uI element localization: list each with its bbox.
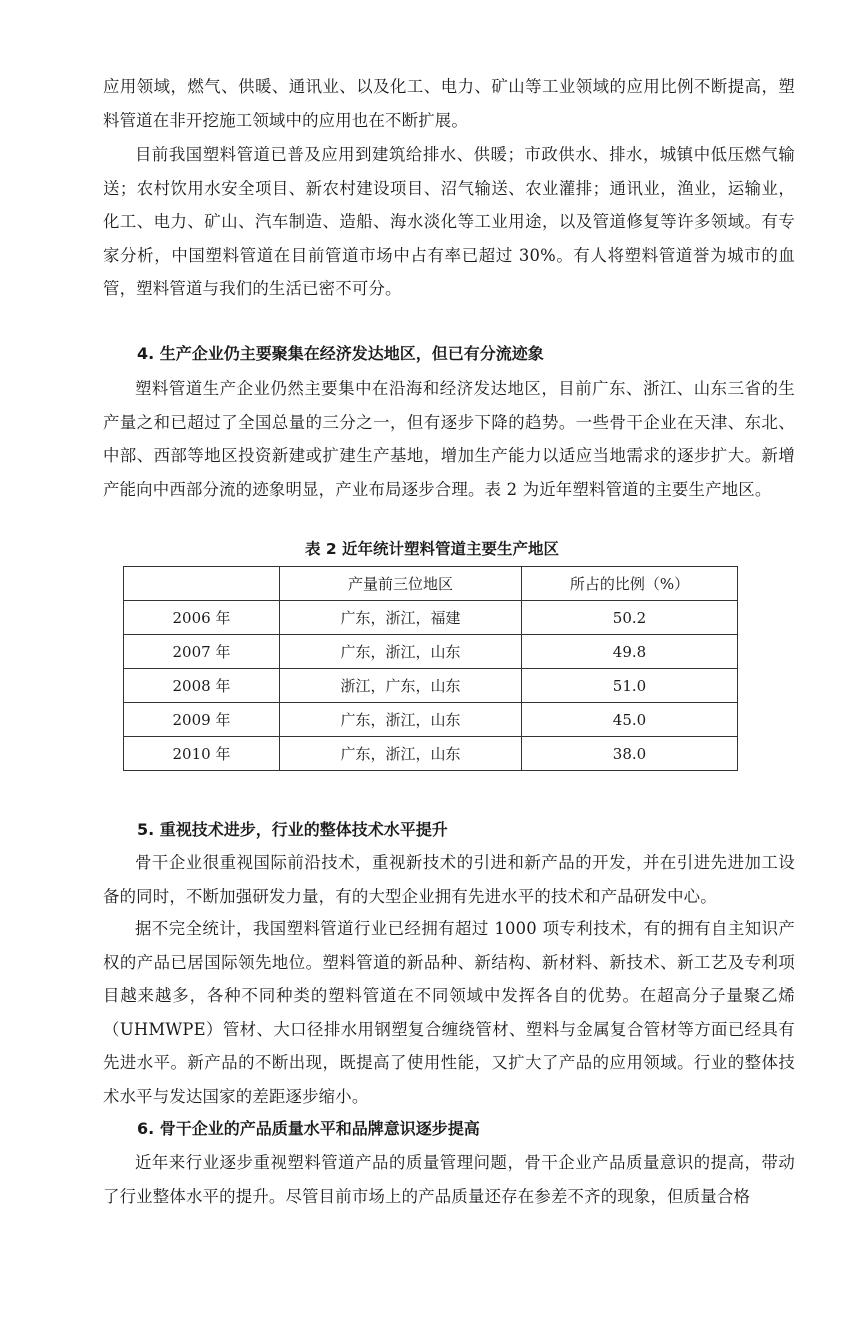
table-header-cell: 所占的比例（%）: [522, 567, 738, 601]
table-row: [124, 635, 738, 669]
table-row: [124, 601, 738, 635]
year-cell: 2009 年: [124, 703, 280, 737]
regions-cell: 广东，浙江，山东: [280, 635, 522, 669]
percentage-cell: 49.8: [522, 635, 738, 669]
paragraph-applications-fields: 目前我国塑料管道已普及应用到建筑给排水、供暖；市政供水、排水，城镇中低压燃气输送；农村饮用水安全项目、新农村建设项目、沼气输送、农业灌排；通讯业，渔业，运输业，化工、电力、矿山、汽车制造、造船、海水淡化等工业用途，以及管道修复等许多领域。有专家分析，中国塑料管道在目前管道市场中占有率已超过 30%。有人将塑料管道誉为城市的血管，塑料管道与我们的生活已密不可分。: [103, 145, 795, 298]
heading-section-5: 5. 重视技术进步，行业的整体技术水平提升: [137, 820, 448, 839]
year-cell: 2006 年: [124, 601, 280, 635]
year-cell: 2010 年: [124, 737, 280, 771]
table-header-cell: [124, 567, 280, 601]
table-row: [124, 669, 738, 703]
year-cell: 2008 年: [124, 669, 280, 703]
year-cell: 2007 年: [124, 635, 280, 669]
percentage-cell: 51.0: [522, 669, 738, 703]
regions-cell: 广东，浙江，山东: [280, 703, 522, 737]
table-row: [124, 737, 738, 771]
table-header-row: [124, 567, 738, 601]
paragraph-patents: 据不完全统计，我国塑料管道行业已经拥有超过 1000 项专利技术，有的拥有自主知识产权的产品已居国际领先地位。塑料管道的新品种、新结构、新材料、新技术、新工艺及专利项目越来越多，各种不同种类的塑料管道在不同领域中发挥各自的优势。在超高分子量聚乙烯（UHMWPE）管材、大口径排水用钢塑复合缠绕管材、塑料与金属复合管材等方面已经具有先进水平。新产品的不断出现，既提高了使用性能，又扩大了产品的应用领域。行业的整体技术水平与发达国家的差距逐步缩小。: [103, 919, 795, 1106]
heading-section-6: 6. 骨干企业的产品质量水平和品牌意识逐步提高: [137, 1119, 480, 1138]
percentage-cell: 45.0: [522, 703, 738, 737]
percentage-cell: 50.2: [522, 601, 738, 635]
paragraph-technology-rd: 骨干企业很重视国际前沿技术，重视新技术的引进和新产品的开发，并在引进先进加工设备的同时，不断加强研发力量，有的大型企业拥有先进水平的技术和产品研发中心。: [103, 853, 795, 906]
paragraph-quality: 近年来行业逐步重视塑料管道产品的质量管理问题，骨干企业产品质量意识的提高，带动了行业整体水平的提升。尽管目前市场上的产品质量还存在参差不齐的现象，但质量合格: [103, 1153, 795, 1206]
paragraph-production-regions: 塑料管道生产企业仍然主要集中在沿海和经济发达地区，目前广东、浙江、山东三省的生产量之和已超过了全国总量的三分之一，但有逐步下降的趋势。一些骨干企业在天津、东北、中部、西部等地区投资新建或扩建生产基地，增加生产能力以适应当地需求的逐步扩大。新增产能向中西部分流的迹象明显，产业布局逐步合理。表 2 为近年塑料管道的主要生产地区。: [103, 379, 795, 499]
heading-section-4: 4. 生产企业仍主要聚集在经济发达地区，但已有分流迹象: [137, 344, 544, 363]
paragraph-applications-continued: 应用领域，燃气、供暖、通讯业、以及化工、电力、矿山等工业领域的应用比例不断提高，塑料管道在非开挖施工领域中的应用也在不断扩展。: [103, 77, 795, 130]
table-caption: 表 2 近年统计塑料管道主要生产地区: [304, 540, 560, 558]
regions-cell: 浙江，广东，山东: [280, 669, 522, 703]
table-row: [124, 703, 738, 737]
production-regions-table: [123, 566, 738, 771]
regions-cell: 广东，浙江，山东: [280, 737, 522, 771]
percentage-cell: 38.0: [522, 737, 738, 771]
table-header-cell: 产量前三位地区: [280, 567, 522, 601]
regions-cell: 广东，浙江，福建: [280, 601, 522, 635]
